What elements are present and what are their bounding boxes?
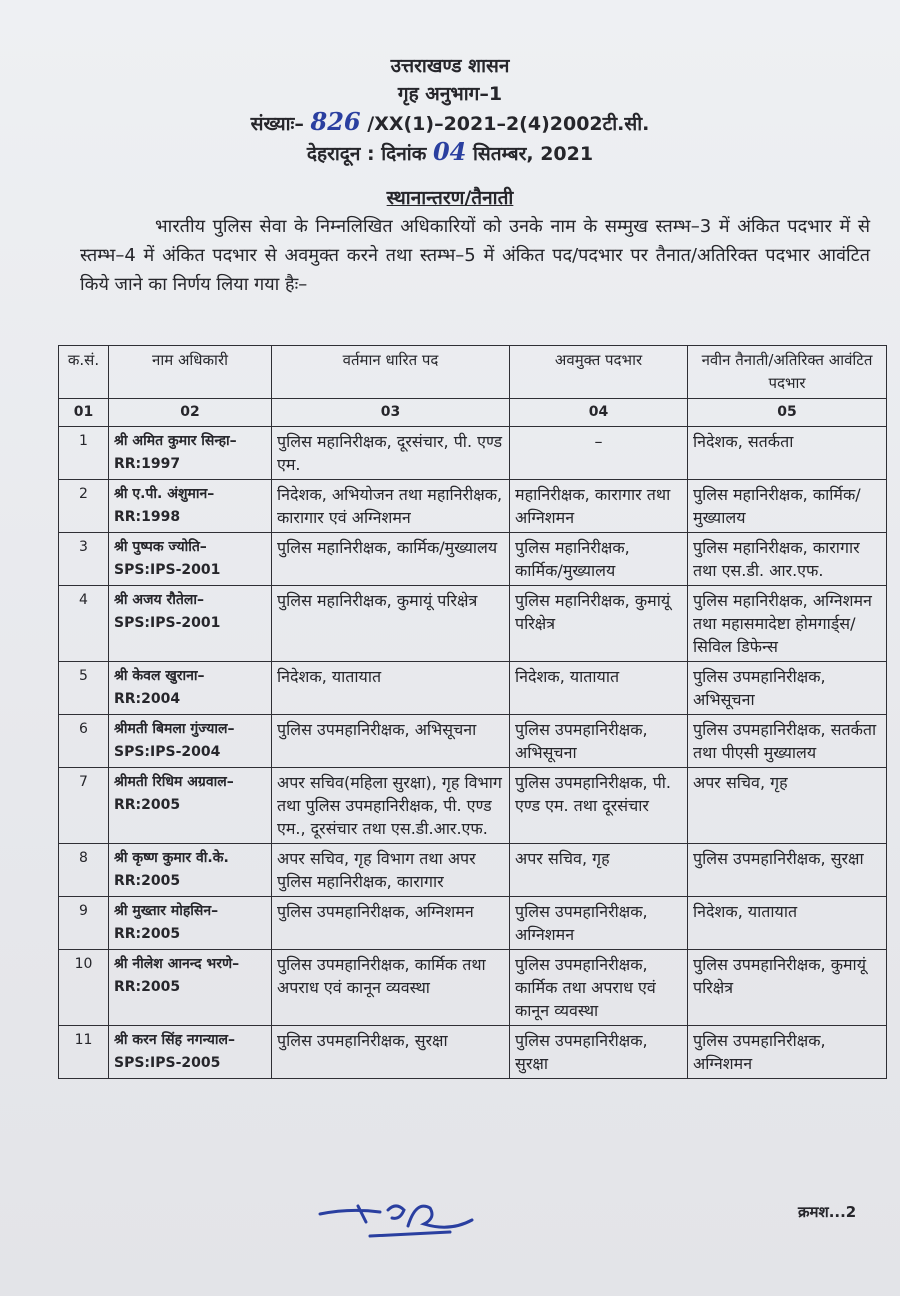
officer-name-cell-text: श्री पुष्पक ज्योति– SPS:IPS-2001 [114, 539, 221, 578]
relieved-post-cell [510, 480, 688, 533]
new-post-cell-text: पुलिस उपमहानिरीक्षक, सुरक्षा [693, 849, 864, 868]
relieved-post-cell-text: पुलिस महानिरीक्षक, कार्मिक/मुख्यालय [515, 538, 630, 580]
serial-number-cell-text: 1 [79, 433, 88, 449]
officer-name-cell [109, 586, 272, 662]
current-post-cell [272, 1026, 510, 1079]
current-post-cell-text: पुलिस महानिरीक्षक, कार्मिक/मुख्यालय [277, 538, 498, 557]
new-post-cell [688, 897, 887, 950]
current-post-cell [272, 427, 510, 480]
current-post-cell-text: पुलिस उपमहानिरीक्षक, अभिसूचना [277, 720, 477, 739]
table-row [59, 844, 887, 897]
letter-number [0, 108, 900, 138]
new-post-cell [688, 768, 887, 844]
serial-number-cell-text: 7 [79, 774, 88, 790]
officer-name-cell-text: श्री अजय रौतेला– SPS:IPS-2001 [114, 592, 221, 631]
new-post-cell [688, 1026, 887, 1079]
new-post-cell [688, 586, 887, 662]
current-post-cell [272, 533, 510, 586]
table-row [59, 950, 887, 1026]
letter-header [0, 52, 900, 168]
date-suffix: सितम्बर, 2021 [472, 143, 594, 165]
serial-number-cell [59, 950, 109, 1026]
new-post-cell-text: अपर सचिव, गृह [693, 773, 788, 792]
current-post-cell-text: निदेशक, यातायात [277, 667, 382, 686]
current-post-cell-text: निदेशक, अभियोजन तथा महानिरीक्षक, कारागार एवं अग्निशमन [277, 485, 503, 527]
officer-name-cell-text: श्री कृष्ण कुमार वी.के. RR:2005 [114, 850, 229, 889]
table-row [59, 662, 887, 715]
officer-name-cell [109, 533, 272, 586]
new-post-cell-text: पुलिस उपमहानिरीक्षक, अभिसूचना [693, 667, 826, 709]
serial-number-cell [59, 768, 109, 844]
officer-name-cell [109, 1026, 272, 1079]
serial-number-cell [59, 586, 109, 662]
serial-number-cell-text: 6 [79, 721, 88, 737]
column-number: 04 [510, 399, 688, 427]
relieved-post-cell [510, 427, 688, 480]
current-post-cell-text: पुलिस उपमहानिरीक्षक, सुरक्षा [277, 1031, 448, 1050]
serial-number-cell [59, 427, 109, 480]
table-row [59, 897, 887, 950]
table-header-row [59, 346, 887, 399]
subject-heading: स्थानान्तरण/तैनाती [386, 187, 514, 209]
current-post-cell-text: अपर सचिव, गृह विभाग तथा अपर पुलिस महानिरीक्षक, कारागार [277, 849, 476, 891]
serial-number-cell [59, 662, 109, 715]
current-post-cell-text: पुलिस महानिरीक्षक, कुमायूं परिक्षेत्र [277, 591, 478, 610]
current-post-cell [272, 586, 510, 662]
serial-number-cell [59, 715, 109, 768]
handwritten-date: 04 [432, 137, 467, 166]
serial-number-cell [59, 897, 109, 950]
officer-name-cell-text: श्री मुख्तार मोहसिन– RR:2005 [114, 903, 219, 942]
transfer-table [58, 345, 887, 1079]
table-row [59, 533, 887, 586]
new-post-cell [688, 950, 887, 1026]
officer-name-cell [109, 768, 272, 844]
new-post-cell [688, 533, 887, 586]
current-post-cell [272, 715, 510, 768]
officer-name-cell [109, 662, 272, 715]
table-row [59, 480, 887, 533]
number-prefix: संख्याः– [250, 113, 304, 135]
relieved-post-cell-text: पुलिस उपमहानिरीक्षक, कार्मिक तथा अपराध एवं कानून व्यवस्था [515, 955, 656, 1020]
serial-number-cell-text: 5 [79, 668, 88, 684]
new-post-cell-text: पुलिस उपमहानिरीक्षक, अग्निशमन [693, 1031, 826, 1073]
serial-number-cell-text: 9 [79, 903, 88, 919]
officer-name-cell-text: श्री अमित कुमार सिन्हा– RR:1997 [114, 433, 237, 472]
officer-name-cell-text: श्री करन सिंह नगन्याल– SPS:IPS-2005 [114, 1032, 235, 1071]
signature-mark [300, 1196, 480, 1246]
current-post-cell [272, 768, 510, 844]
relieved-post-cell-text: अपर सचिव, गृह [515, 849, 610, 868]
new-post-cell [688, 480, 887, 533]
relieved-post-cell-text: – [594, 432, 603, 451]
new-post-cell-text: पुलिस उपमहानिरीक्षक, सतर्कता तथा पीएसी मुख्यालय [693, 720, 877, 762]
relieved-post-cell-text: पुलिस उपमहानिरीक्षक, अभिसूचना [515, 720, 648, 762]
table-row [59, 1026, 887, 1079]
relieved-post-cell-text: पुलिस उपमहानिरीक्षक, सुरक्षा [515, 1031, 648, 1073]
officer-name-cell [109, 427, 272, 480]
new-post-cell-text: पुलिस महानिरीक्षक, कारागार तथा एस.डी. आर.एफ. [693, 538, 860, 580]
continued-note: क्रमश...2 [798, 1203, 857, 1221]
relieved-post-cell [510, 586, 688, 662]
new-post-cell [688, 427, 887, 480]
officer-name-cell [109, 844, 272, 897]
officer-name-cell-text: श्रीमती रिधिम अग्रवाल– RR:2005 [114, 774, 234, 813]
new-post-cell-text: निदेशक, सतर्कता [693, 432, 794, 451]
column-number: 05 [688, 399, 887, 427]
officer-name-cell [109, 715, 272, 768]
new-post-cell [688, 662, 887, 715]
new-post-cell-text: पुलिस महानिरीक्षक, कार्मिक/मुख्यालय [693, 485, 861, 527]
column-number: 03 [272, 399, 510, 427]
relieved-post-cell [510, 1026, 688, 1079]
relieved-post-cell-text: पुलिस उपमहानिरीक्षक, अग्निशमन [515, 902, 648, 944]
relieved-post-cell-text: पुलिस उपमहानिरीक्षक, पी. एण्ड एम. तथा दूरसंचार [515, 773, 672, 815]
relieved-post-cell [510, 768, 688, 844]
serial-number-cell-text: 4 [79, 592, 88, 608]
serial-number-cell-text: 11 [74, 1032, 93, 1048]
officer-name-cell-text: श्री केवल खुराना– RR:2004 [114, 668, 205, 707]
column-number-row [59, 399, 887, 427]
relieved-post-cell-text: निदेशक, यातायात [515, 667, 620, 686]
table-body [59, 427, 887, 1079]
number-suffix: /XX(1)–2021–2(4)2002टी.सी. [367, 113, 650, 135]
table-row [59, 715, 887, 768]
table-row [59, 586, 887, 662]
date-prefix: देहरादून : दिनांक [306, 143, 427, 165]
serial-number-cell [59, 1026, 109, 1079]
handwritten-number: 826 [310, 107, 361, 136]
relieved-post-cell-text: महानिरीक्षक, कारागार तथा अग्निशमन [515, 485, 671, 527]
relieved-post-cell [510, 533, 688, 586]
table-row [59, 768, 887, 844]
serial-number-cell-text: 10 [74, 956, 93, 972]
serial-number-cell-text: 8 [79, 850, 88, 866]
body-paragraph: भारतीय पुलिस सेवा के निम्नलिखित अधिकारियों को उनके नाम के सम्मुख स्तम्भ–3 में अंकित पदभार में से स्तम्भ–4 में अंकित पदभार से अवमुक्त करने तथा स्तम्भ–5 में अंकित पद/पदभार पर तैनात/अतिरिक्त पदभार आवंटित किये जाने का निर्णय लिया गया हैः– [80, 216, 870, 295]
relieved-post-cell [510, 897, 688, 950]
column-number: 02 [109, 399, 272, 427]
relieved-post-cell-text: पुलिस महानिरीक्षक, कुमायूं परिक्षेत्र [515, 591, 671, 633]
header-new-post: नवीन तैनाती/अतिरिक्त आवंटित पदभार [688, 346, 887, 399]
section-name: गृह अनुभाग–1 [397, 83, 503, 105]
serial-number-cell-text: 3 [79, 539, 88, 555]
header-sn: क.सं. [59, 346, 109, 399]
current-post-cell [272, 897, 510, 950]
new-post-cell-text: पुलिस महानिरीक्षक, अग्निशमन तथा महासमादेष्टा होमगार्ड्स/सिविल डिफेन्स [693, 591, 872, 656]
current-post-cell [272, 950, 510, 1026]
new-post-cell [688, 715, 887, 768]
govt-name: उत्तराखण्ड शासन [390, 55, 510, 77]
current-post-cell-text: पुलिस महानिरीक्षक, दूरसंचार, पी. एण्ड एम. [277, 432, 503, 474]
relieved-post-cell [510, 844, 688, 897]
current-post-cell-text: पुलिस उपमहानिरीक्षक, अग्निशमन [277, 902, 474, 921]
current-post-cell [272, 844, 510, 897]
current-post-cell [272, 662, 510, 715]
serial-number-cell-text: 2 [79, 486, 88, 502]
letter-date [0, 138, 900, 168]
column-number: 01 [59, 399, 109, 427]
relieved-post-cell [510, 715, 688, 768]
current-post-cell-text: पुलिस उपमहानिरीक्षक, कार्मिक तथा अपराध एवं कानून व्यवस्था [277, 955, 486, 997]
officer-name-cell-text: श्री ए.पी. अंशुमान– RR:1998 [114, 486, 215, 525]
new-post-cell [688, 844, 887, 897]
serial-number-cell [59, 533, 109, 586]
current-post-cell [272, 480, 510, 533]
officer-name-cell [109, 480, 272, 533]
new-post-cell-text: निदेशक, यातायात [693, 902, 798, 921]
header-current-post: वर्तमान धारित पद [272, 346, 510, 399]
table-row [59, 427, 887, 480]
current-post-cell-text: अपर सचिव(महिला सुरक्षा), गृह विभाग तथा पुलिस उपमहानिरीक्षक, पी. एण्ड एम., दूरसंचार तथा एस.डी.आर.एफ. [277, 773, 502, 838]
officer-name-cell [109, 950, 272, 1026]
serial-number-cell [59, 844, 109, 897]
relieved-post-cell [510, 950, 688, 1026]
officer-name-cell-text: श्रीमती बिमला गुंज्याल– SPS:IPS-2004 [114, 721, 235, 760]
serial-number-cell [59, 480, 109, 533]
officer-name-cell [109, 897, 272, 950]
new-post-cell-text: पुलिस उपमहानिरीक्षक, कुमायूं परिक्षेत्र [693, 955, 866, 997]
header-name: नाम अधिकारी [109, 346, 272, 399]
header-relieved-post: अवमुक्त पदभार [510, 346, 688, 399]
relieved-post-cell [510, 662, 688, 715]
officer-name-cell-text: श्री नीलेश आनन्द भरणे– RR:2005 [114, 956, 240, 995]
